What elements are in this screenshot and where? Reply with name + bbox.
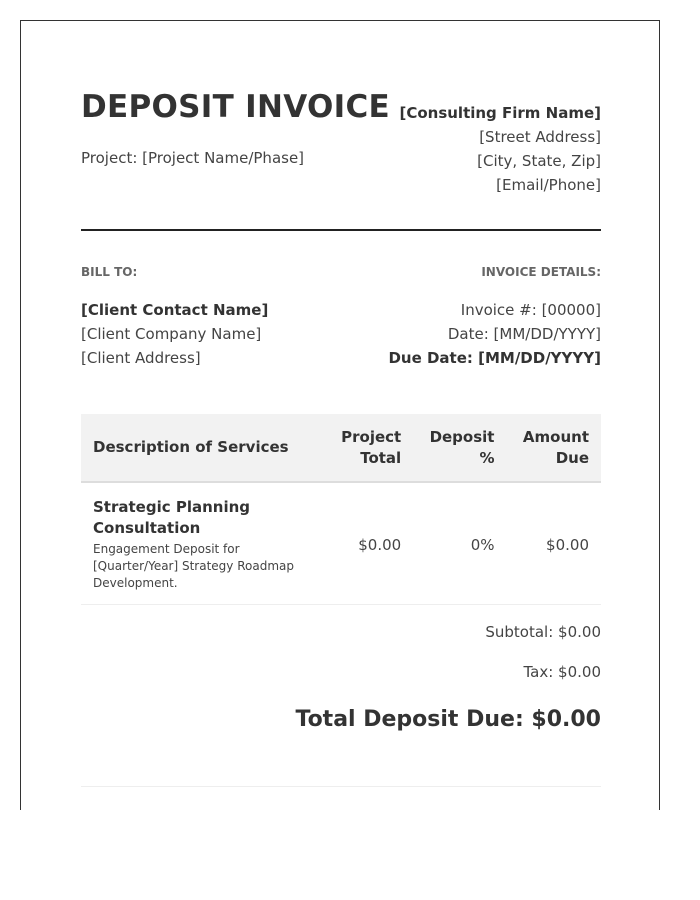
invoice-number: Invoice #: [00000] xyxy=(460,301,601,319)
firm-name: [Consulting Firm Name] xyxy=(399,104,601,122)
project-line: Project: [Project Name/Phase] xyxy=(81,149,305,167)
subtotal: Subtotal: $0.00 xyxy=(485,623,601,641)
client-company-name: [Client Company Name] xyxy=(81,325,262,343)
header-divider xyxy=(81,229,601,231)
invoice-due-date: Due Date: [MM/DD/YYYY] xyxy=(388,349,601,367)
header-amount-due-line2: Due xyxy=(555,448,589,467)
row-project-total: $0.00 xyxy=(325,482,413,605)
client-contact-name: [Client Contact Name] xyxy=(81,301,269,319)
header-amount-due-line1: Amount xyxy=(522,427,589,446)
services-table xyxy=(81,414,601,605)
invoice-title: DEPOSIT INVOICE xyxy=(81,89,391,125)
invoice-content xyxy=(81,21,601,732)
service-name: Strategic Planning Consultation xyxy=(93,498,251,537)
section-labels xyxy=(81,265,601,279)
firm-contact: [Email/Phone] xyxy=(496,176,601,194)
totals-block xyxy=(81,623,601,732)
invoice-header xyxy=(81,21,601,231)
row-deposit-pct: 0% xyxy=(413,482,506,605)
header-description xyxy=(81,414,325,482)
firm-block xyxy=(399,101,601,197)
tax: Tax: $0.00 xyxy=(523,663,601,681)
row-amount-due: $0.00 xyxy=(506,482,601,605)
invoice-page xyxy=(20,20,660,810)
invoice-details-block xyxy=(388,298,601,370)
header-project-total-line2: Total xyxy=(360,448,402,467)
service-note: Engagement Deposit for [Quarter/Year] Strategy Roadmap Development. xyxy=(93,542,294,590)
total-deposit-due: Total Deposit Due: $0.00 xyxy=(295,707,601,732)
firm-street: [Street Address] xyxy=(479,128,601,146)
header-description-label: Description of Services xyxy=(93,438,289,456)
header-project-total-line1: Project xyxy=(341,427,402,446)
header-deposit-pct-line1: Deposit xyxy=(429,427,495,446)
bill-to-label: BILL TO: xyxy=(81,265,138,279)
firm-city: [City, State, Zip] xyxy=(477,152,601,170)
invoice-date: Date: [MM/DD/YYYY] xyxy=(447,325,601,343)
header-deposit-pct xyxy=(413,414,506,482)
bill-to-block xyxy=(81,298,268,370)
client-address: [Client Address] xyxy=(81,349,201,367)
bottom-divider xyxy=(81,786,601,787)
row-description xyxy=(81,482,325,605)
invoice-details-label: INVOICE DETAILS: xyxy=(481,265,601,279)
header-amount-due xyxy=(506,414,601,482)
header-deposit-pct-line2: % xyxy=(479,448,495,467)
table-header-row xyxy=(81,414,601,482)
table-row xyxy=(81,482,601,605)
header-project-total xyxy=(325,414,413,482)
